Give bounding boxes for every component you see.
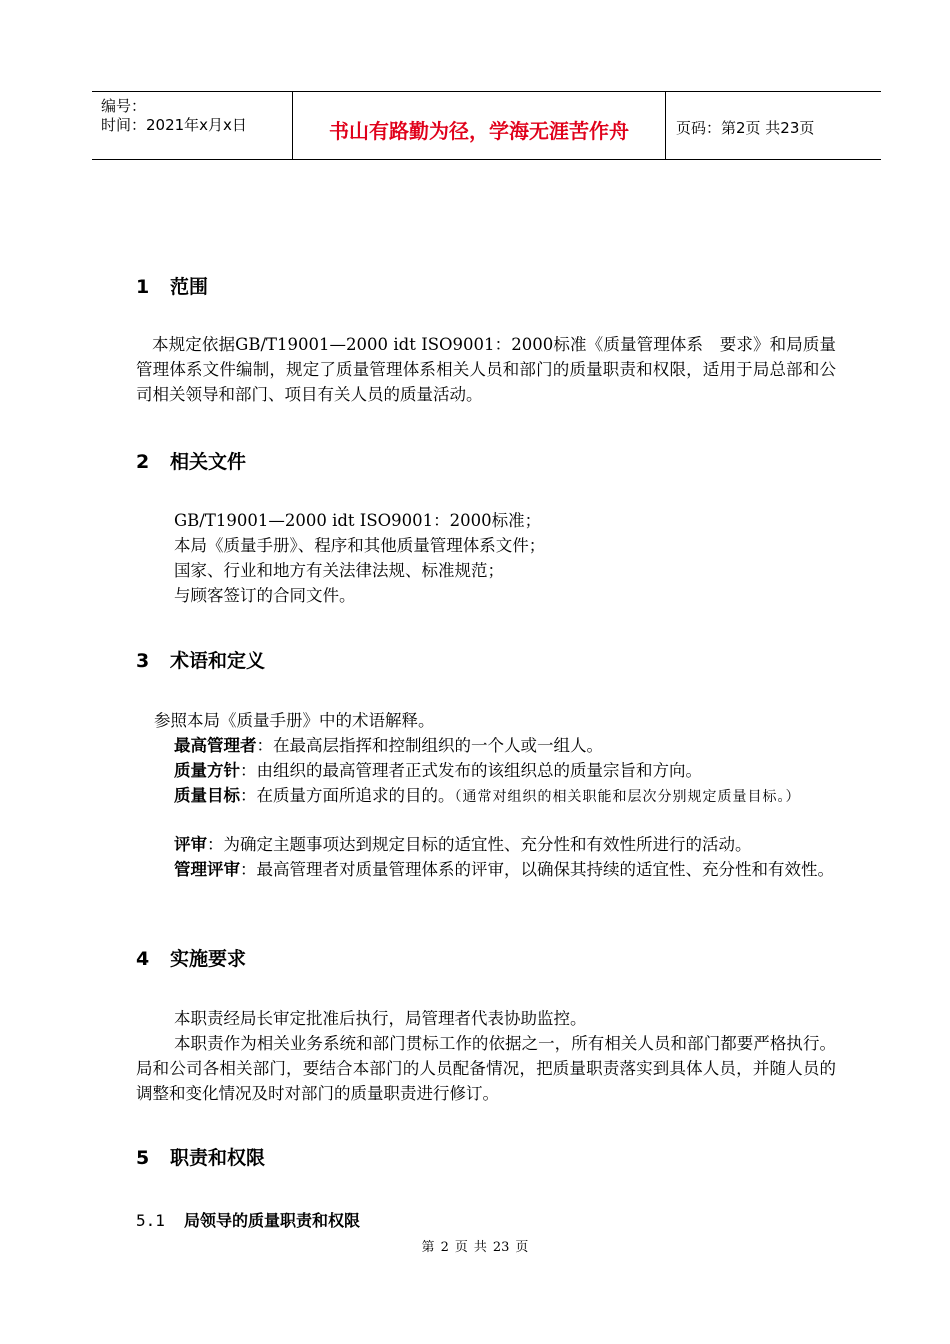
term-text: ：为确定主题事项达到规定目标的适宜性、充分性和有效性所进行的活动。 (207, 835, 752, 854)
section-heading-1: 1 范围 (136, 276, 209, 298)
terms-intro: 参照本局《质量手册》中的术语解释。 (154, 711, 435, 730)
page-footer: 第 2 页 共 23 页 (421, 1240, 529, 1255)
term-note: （通常对组织的相关职能和层次分别规定质量目标。） (454, 789, 801, 805)
term-name: 质量目标 (174, 786, 240, 805)
reference-item: 本局《质量手册》、程序和其他质量管理体系文件； (174, 536, 546, 555)
footer-page-total: 23 (492, 1240, 510, 1255)
reference-item: 与顾客签订的合同文件。 (174, 586, 356, 605)
header-page-cell (666, 92, 881, 159)
term-text: ：最高管理者对质量管理体系的评审，以确保其持续的适宜性、充分性和有效性。 (240, 860, 834, 879)
header-motto-cell (293, 92, 666, 159)
term-text: ：由组织的最高管理者正式发布的该组织总的质量宗旨和方向。 (240, 761, 702, 780)
reference-item: 国家、行业和地方有关法律法规、标准规范； (174, 561, 504, 580)
doc-code-label: 编号： (101, 97, 147, 115)
term-name: 管理评审 (174, 860, 240, 879)
term-definition (136, 857, 836, 882)
section-1-paragraph: 本规定依据GB/T19001—2000 idt ISO9001：2000标准《质量管理体系 要求》和局质量管理体系文件编制，规定了质量管理体系相关人员和部门的质量职责和权限，适用于局总部和公司相关领导和部门、项目有关人员的质量活动。 (136, 335, 836, 404)
term-name: 最高管理者 (174, 736, 257, 755)
page-header (92, 91, 881, 160)
section-heading-5: 5 职责和权限 (136, 1147, 266, 1169)
section-4-paragraph: 本职责经局长审定批准后执行，局管理者代表协助监控。 (174, 1009, 587, 1028)
page-number-label: 页码：第2页 共23页 (676, 119, 815, 137)
term-text: ：在最高层指挥和控制组织的一个人或一组人。 (256, 736, 603, 755)
footer-page-number: 2 (440, 1240, 449, 1255)
term-name: 评审 (174, 835, 207, 854)
section-heading-2: 2 相关文件 (136, 451, 247, 473)
term-definition (174, 733, 603, 758)
motto-text: 书山有路勤为径，学海无涯苦作舟 (329, 119, 629, 143)
subsection-heading-5-1: 5.1 局领导的质量职责和权限 (136, 1211, 361, 1230)
section-heading-3: 3 术语和定义 (136, 650, 266, 672)
section-heading-4: 4 实施要求 (136, 948, 247, 970)
term-name: 质量方针 (174, 761, 240, 780)
term-definition (174, 832, 752, 857)
reference-item: GB/T19001—2000 idt ISO9001：2000标准； (174, 511, 542, 530)
header-meta-cell (92, 92, 293, 159)
term-definition (174, 758, 702, 783)
section-4-paragraph: 本职责作为相关业务系统和部门贯标工作的依据之一，所有相关人员和部门都要严格执行。局和公司各相关部门，要结合本部门的人员配备情况，把质量职责落实到具体人员，并随人员的调整和变化情况及时对部门的质量职责进行修订。 (136, 1034, 836, 1103)
term-definition (136, 783, 836, 810)
term-text: ：在质量方面所追求的目的。 (240, 786, 455, 805)
doc-time-label: 时间：2021年x月x日 (101, 116, 247, 134)
